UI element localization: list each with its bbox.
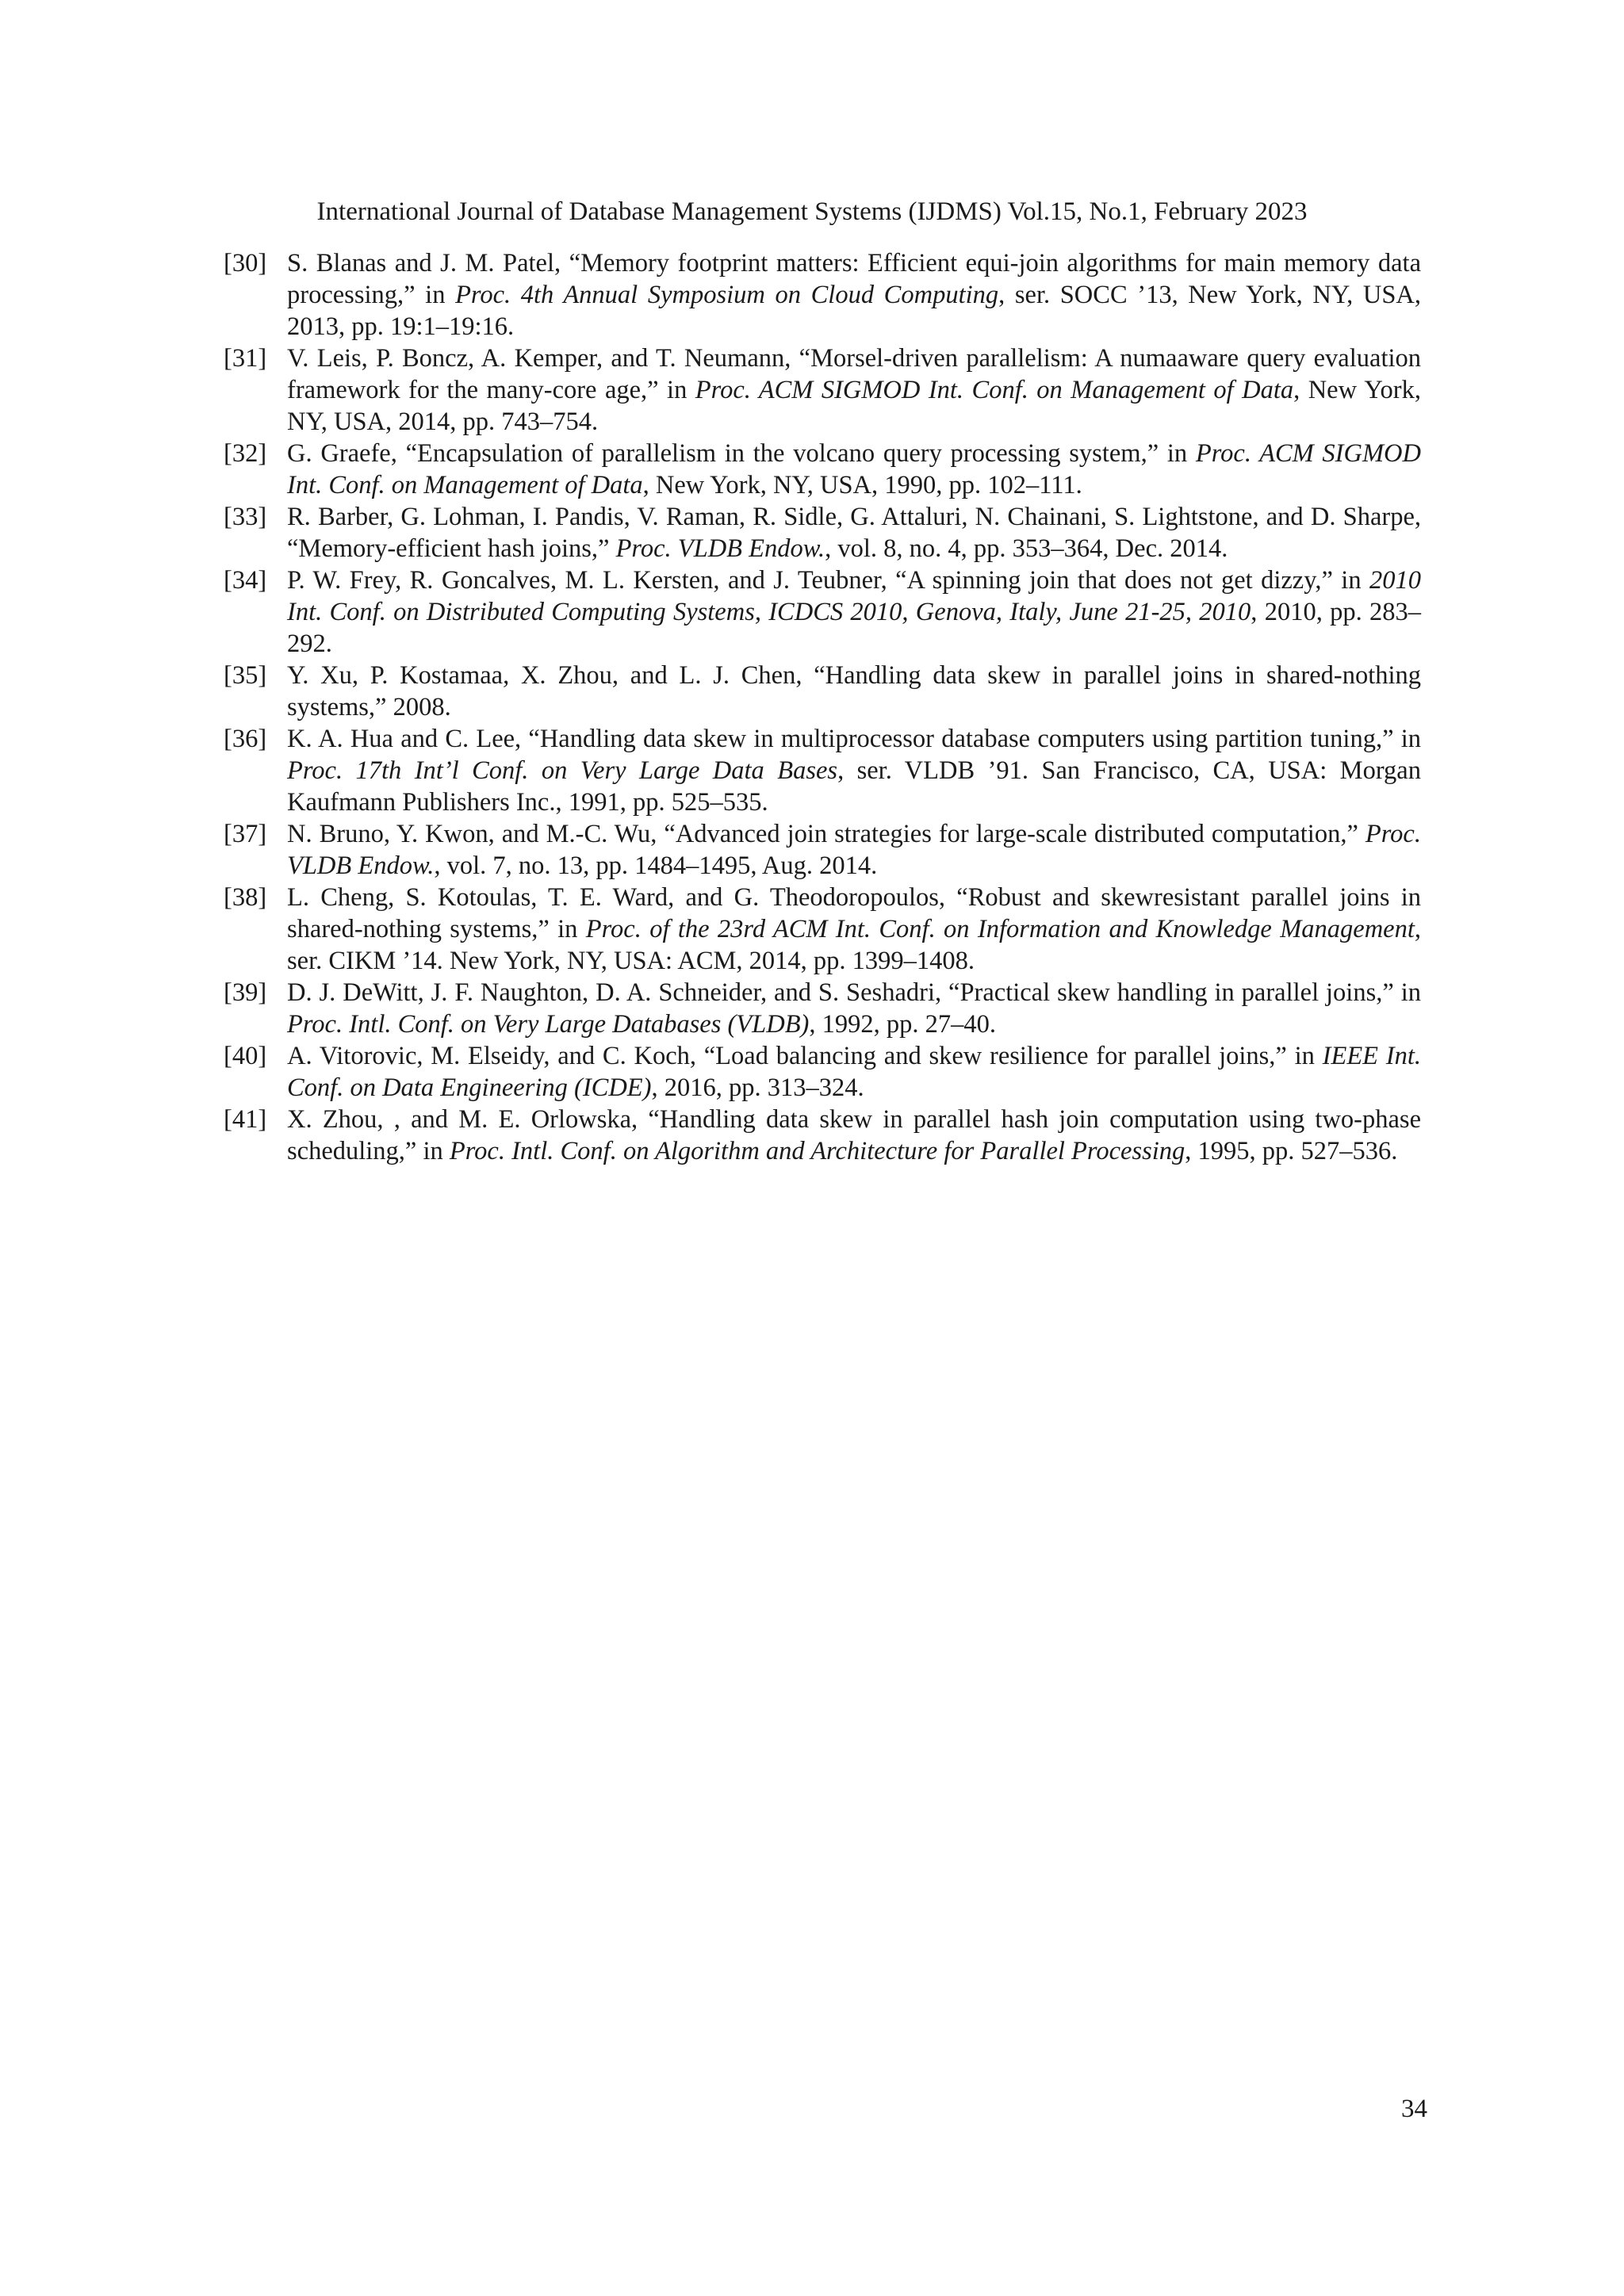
reference-number: [39] bbox=[224, 978, 267, 1007]
reference-text-run: R. Barber, G. Lohman, I. Pandis, V. Raman, R. Sidle, G. Attaluri, N. Chainani, S. Lightstone, and D. Sharpe, “Memory-efficient hash joins,” bbox=[287, 503, 1421, 563]
reference-list bbox=[224, 247, 1421, 1167]
reference-venue-italic: Proc. VLDB Endow. bbox=[287, 820, 1421, 880]
reference-venue-italic: Proc. Intl. Conf. on Very Large Databases (VLDB) bbox=[287, 1010, 810, 1039]
reference-text-run: K. A. Hua and C. Lee, “Handling data skew in multiprocessor database computers using partition tuning,” in bbox=[287, 725, 1421, 753]
running-header: International Journal of Database Management Systems (IJDMS) Vol.15, No.1, February 2023 bbox=[316, 197, 1308, 226]
reference-text-run: Y. Xu, P. Kostamaa, X. Zhou, and L. J. Chen, “Handling data skew in parallel joins in shared-nothing systems,” 2008. bbox=[287, 661, 1421, 721]
reference-text-run: , New York, NY, USA, 2014, pp. 743–754. bbox=[287, 376, 1421, 436]
reference-text-run: D. J. DeWitt, J. F. Naughton, D. A. Schneider, and S. Seshadri, “Practical skew handling in parallel joins,” in bbox=[287, 978, 1421, 1007]
reference-text-run: , vol. 7, no. 13, pp. 1484–1495, Aug. 2014. bbox=[434, 851, 878, 880]
reference-venue-italic: Proc. VLDB Endow. bbox=[615, 534, 825, 563]
reference-text-run: , 2010, pp. 283–292. bbox=[287, 598, 1421, 658]
reference-text bbox=[287, 882, 1421, 977]
reference-text bbox=[287, 660, 1421, 723]
reference-text-run: , ser. SOCC ’13, New York, NY, USA, 2013, pp. 19:1–19:16. bbox=[287, 281, 1421, 341]
reference-item bbox=[224, 660, 1421, 723]
reference-item bbox=[224, 1040, 1421, 1104]
reference-number: [30] bbox=[224, 249, 267, 277]
reference-text bbox=[287, 818, 1421, 882]
reference-text-run: , ser. VLDB ’91. San Francisco, CA, USA: Morgan Kaufmann Publishers Inc., 1991, pp. 525–535. bbox=[287, 756, 1421, 817]
reference-number: [34] bbox=[224, 566, 267, 595]
reference-text bbox=[287, 977, 1421, 1040]
reference-text bbox=[287, 342, 1421, 438]
reference-venue-italic: Proc. ACM SIGMOD Int. Conf. on Management of Data bbox=[287, 439, 1421, 499]
reference-text bbox=[287, 438, 1421, 501]
reference-text bbox=[287, 1104, 1421, 1167]
reference-text bbox=[287, 723, 1421, 818]
reference-text-run: A. Vitorovic, M. Elseidy, and C. Koch, “Load balancing and skew resilience for parallel joins,” in bbox=[287, 1042, 1323, 1070]
reference-text-run: , 2016, pp. 313–324. bbox=[651, 1073, 864, 1102]
reference-text-run: S. Blanas and J. M. Patel, “Memory footprint matters: Efficient equi-join algorithms for main memory data processing,” in bbox=[287, 249, 1421, 309]
reference-text-run: P. W. Frey, R. Goncalves, M. L. Kersten, and J. Teubner, “A spinning join that does not get dizzy,” in bbox=[287, 566, 1369, 595]
reference-text-run: V. Leis, P. Boncz, A. Kemper, and T. Neumann, “Morsel-driven parallelism: A numaaware query evaluation framework for the many-core age,” in bbox=[287, 344, 1421, 404]
reference-text-run: , vol. 8, no. 4, pp. 353–364, Dec. 2014. bbox=[825, 534, 1228, 563]
reference-number: [31] bbox=[224, 344, 267, 373]
reference-number: [35] bbox=[224, 661, 267, 690]
reference-text-run: L. Cheng, S. Kotoulas, T. E. Ward, and G. Theodoropoulos, “Robust and skewresistant parallel joins in shared-nothing systems,” in bbox=[287, 883, 1421, 943]
reference-number: [40] bbox=[224, 1042, 267, 1070]
reference-venue-italic: Proc. ACM SIGMOD Int. Conf. on Management of Data bbox=[695, 376, 1294, 404]
reference-item bbox=[224, 977, 1421, 1040]
reference-number: [38] bbox=[224, 883, 267, 912]
reference-text bbox=[287, 1040, 1421, 1104]
reference-item bbox=[224, 723, 1421, 818]
reference-number: [32] bbox=[224, 439, 267, 468]
reference-text bbox=[287, 247, 1421, 342]
reference-item bbox=[224, 1104, 1421, 1167]
reference-venue-italic: Proc. Intl. Conf. on Algorithm and Architecture for Parallel Processing bbox=[449, 1137, 1185, 1165]
reference-text-run: , 1995, pp. 527–536. bbox=[1185, 1137, 1398, 1165]
reference-venue-italic: Proc. of the 23rd ACM Int. Conf. on Information and Knowledge Management bbox=[585, 915, 1415, 943]
page-number: 34 bbox=[1401, 2095, 1427, 2123]
reference-venue-italic: IEEE Int. Conf. on Data Engineering (ICDE) bbox=[287, 1042, 1421, 1102]
reference-venue-italic: Proc. 17th Int’l Conf. on Very Large Data Bases bbox=[287, 756, 838, 785]
reference-item bbox=[224, 818, 1421, 882]
reference-number: [33] bbox=[224, 503, 267, 531]
reference-item bbox=[224, 247, 1421, 342]
reference-text-run: X. Zhou, , and M. E. Orlowska, “Handling data skew in parallel hash join computation using two-phase scheduling,” in bbox=[287, 1105, 1421, 1165]
reference-venue-italic: 2010 Int. Conf. on Distributed Computing Systems, ICDCS 2010, Genova, Italy, June 21-25, 2010 bbox=[287, 566, 1421, 626]
reference-text-run: G. Graefe, “Encapsulation of parallelism in the volcano query processing system,” in bbox=[287, 439, 1196, 468]
reference-item bbox=[224, 438, 1421, 501]
reference-text-run: , New York, NY, USA, 1990, pp. 102–111. bbox=[642, 471, 1082, 499]
reference-item bbox=[224, 342, 1421, 438]
reference-number: [37] bbox=[224, 820, 267, 848]
reference-text bbox=[287, 501, 1421, 564]
reference-number: [41] bbox=[224, 1105, 267, 1134]
reference-item bbox=[224, 564, 1421, 660]
reference-item bbox=[224, 501, 1421, 564]
reference-number: [36] bbox=[224, 725, 267, 753]
reference-venue-italic: Proc. 4th Annual Symposium on Cloud Computing bbox=[455, 281, 999, 309]
reference-text-run: , ser. CIKM ’14. New York, NY, USA: ACM, 2014, pp. 1399–1408. bbox=[287, 915, 1422, 975]
reference-text bbox=[287, 564, 1421, 660]
reference-text-run: , 1992, pp. 27–40. bbox=[809, 1010, 996, 1039]
reference-item bbox=[224, 882, 1421, 977]
reference-text-run: N. Bruno, Y. Kwon, and M.-C. Wu, “Advanced join strategies for large-scale distributed computation,” bbox=[287, 820, 1365, 848]
